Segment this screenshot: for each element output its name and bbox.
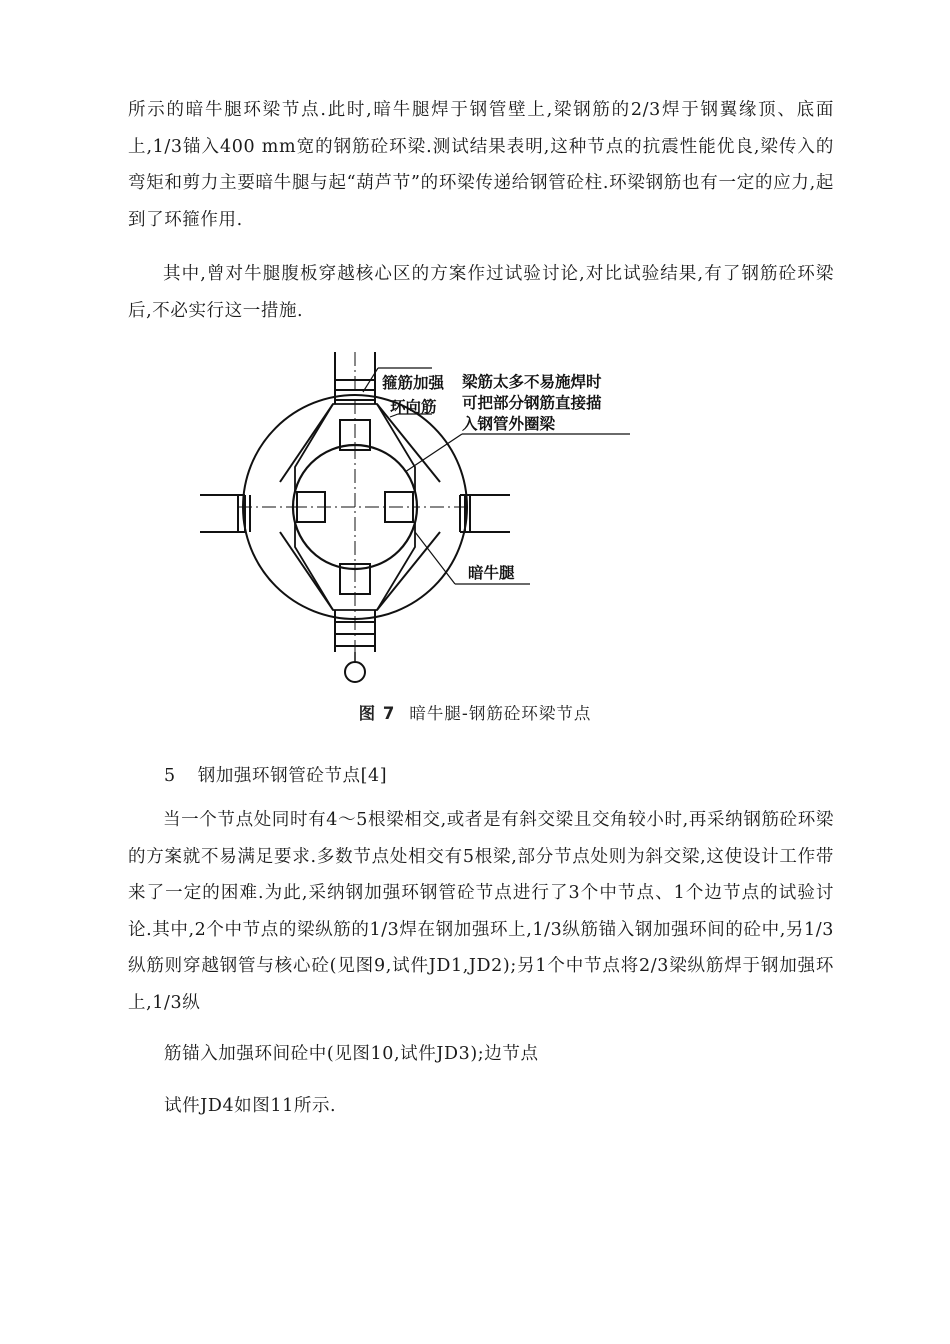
section-number: 5 xyxy=(164,766,176,786)
figure-caption-text: 暗牛腿-钢筋砼环梁节点 xyxy=(409,704,592,723)
figure-7-diagram xyxy=(200,352,640,687)
label-note-line3: 入钢管外圈梁 xyxy=(462,415,556,433)
label-note-line1: 梁筋太多不易施焊时 xyxy=(462,373,602,391)
figure-caption xyxy=(0,700,950,724)
paragraph-1: 所示的暗牛腿环梁节点.此时,暗牛腿焊于钢管壁上,梁钢筋的2/3焊于钢翼缘顶、底面上,1/3锚入400 mm宽的钢筋砼环梁.测试结果表明,这种节点的抗震性能优良,梁传入的弯矩和剪力主要暗牛腿与起“葫芦节”的环梁传递给钢管砼柱.环梁钢筋也有一定的应力,起到了环箍作用. xyxy=(128,100,834,230)
figure-number: 图 7 xyxy=(358,704,396,723)
paragraph-2: 其中,曾对牛腿腹板穿越核心区的方案作过试验讨论,对比试验结果,有了钢筋砼环梁后,不必实行这一措施. xyxy=(128,264,834,321)
label-note-line2: 可把部分钢筋直接描 xyxy=(462,394,602,412)
section-heading xyxy=(164,762,387,787)
label-ring-bar: 环向筋 xyxy=(390,398,437,416)
section-title: 钢加强环钢管砼节点[4] xyxy=(197,766,388,786)
label-stirrup: 箍筋加强 xyxy=(382,374,445,392)
paragraph-5: 试件JD4如图11所示. xyxy=(164,1096,337,1116)
paragraph-3: 当一个节点处同时有4～5根梁相交,或者是有斜交梁且交角较小时,再采纳钢筋砼环梁的方案就不易满足要求.多数节点处相交有5根梁,部分节点处则为斜交梁,这使设计工作带来了一定的困难.为此,采纳钢加强环钢管砼节点进行了3个中节点、1个边节点的试验讨论.其中,2个中节点的梁纵筋的1/3焊在钢加强环上,1/3纵筋锚入钢加强环间的砼中,另1/3纵筋则穿越钢管与核心砼(见图9,试件JD1,JD2);另1个中节点将2/3梁纵筋焊于钢加强环上,1/3纵 xyxy=(128,810,834,1013)
paragraph-4: 筋锚入加强环间砼中(见图10,试件JD3);边节点 xyxy=(164,1044,539,1064)
label-corbel: 暗牛腿 xyxy=(468,564,515,582)
